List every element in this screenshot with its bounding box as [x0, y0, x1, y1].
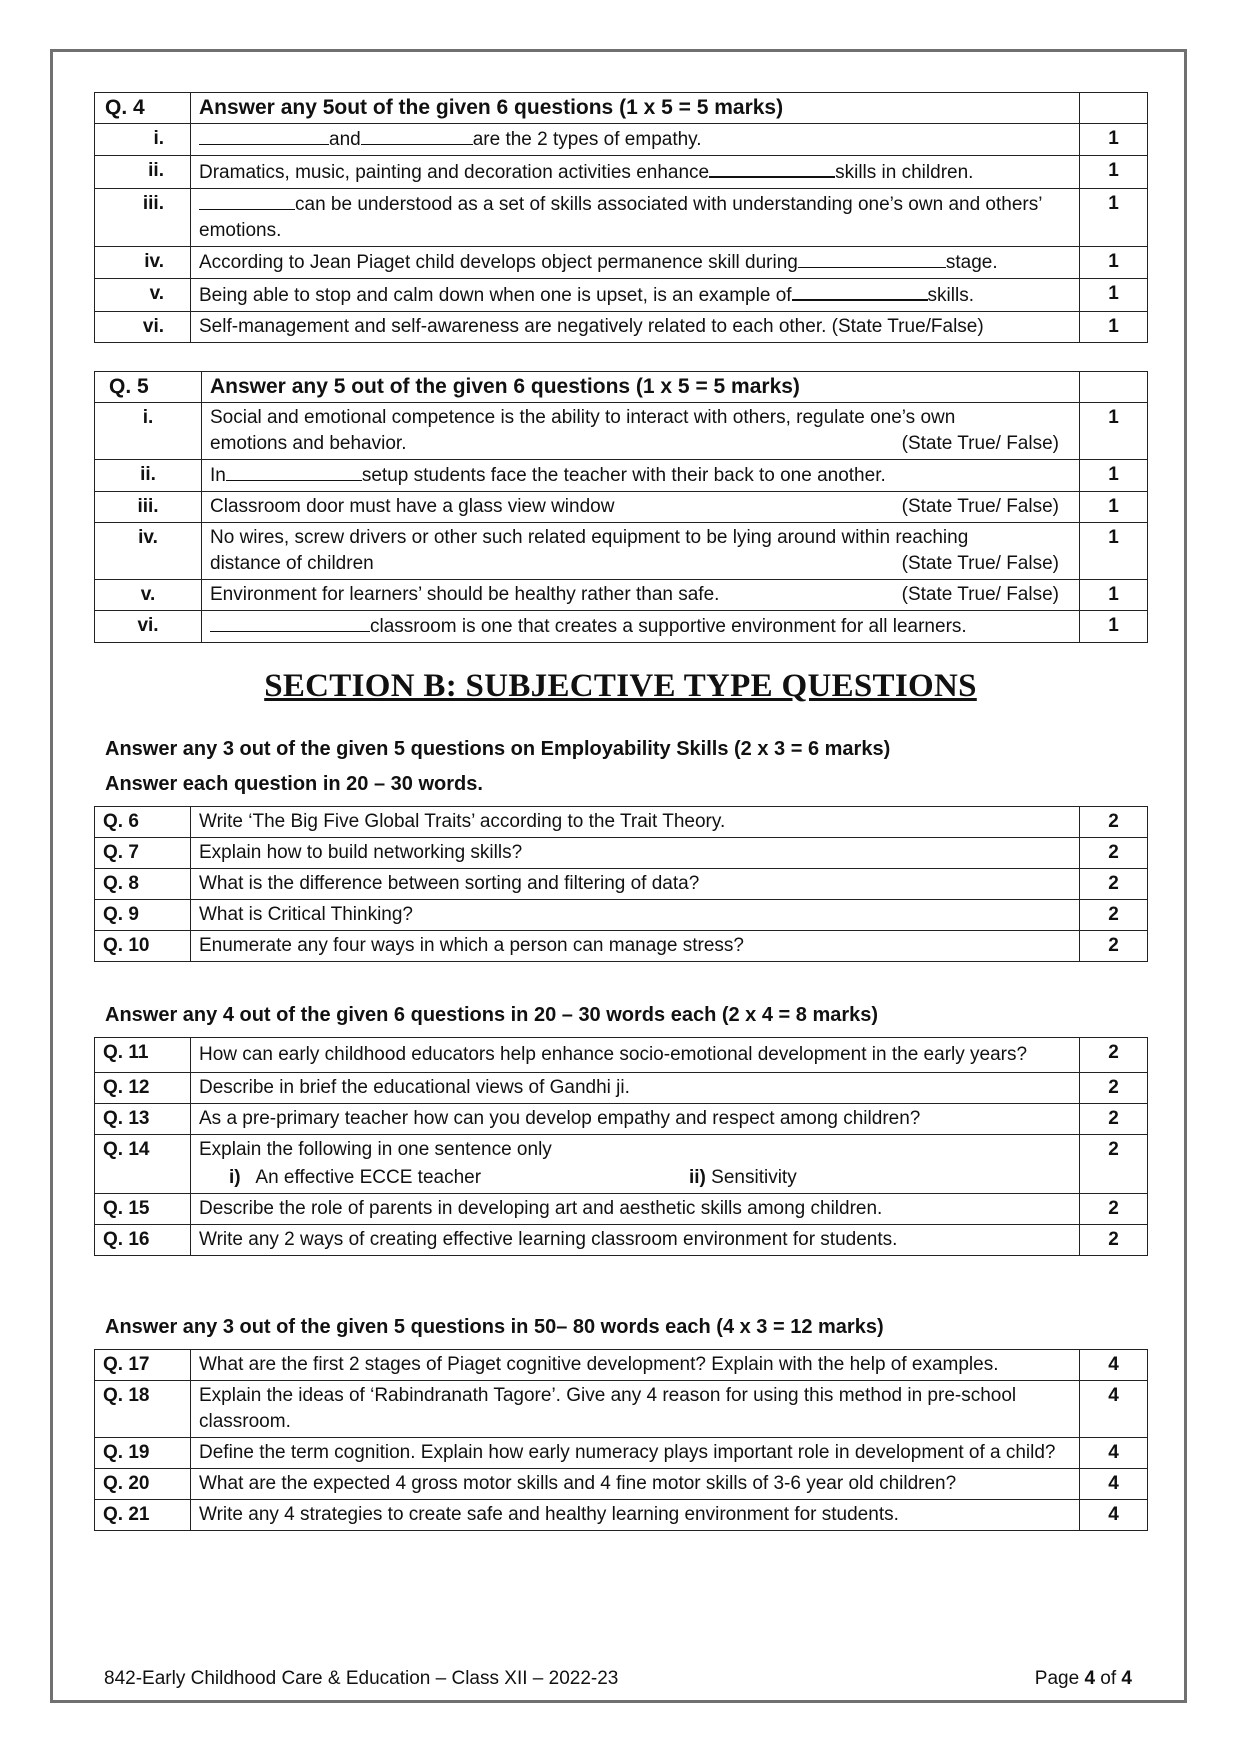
employability-heading: Answer any 3 out of the given 5 questions on Employability Skills (2 x 3 = 6 marks)	[105, 738, 891, 760]
employability-table	[94, 806, 1148, 962]
table-row: Q. 11 How can early childhood educators help enhance socio-emotional development in the early years? 2	[95, 1038, 1148, 1073]
answer-blank	[792, 281, 928, 301]
answer-blank	[798, 249, 946, 268]
q5-row-iii: iii. Classroom door must have a glass view window (State True/ False) 1	[95, 492, 1148, 523]
long-answer-heading: Answer any 3 out of the given 5 questions in 50– 80 words each (4 x 3 = 12 marks)	[105, 1316, 884, 1338]
table-row: Q. 14 Explain the following in one sentence only i) An effective ECCE teacher ii) Sensitivity 2	[95, 1135, 1148, 1194]
q5-table	[94, 371, 1148, 643]
q4-instruction: Answer any 5out of the given 6 questions (1 x 5 = 5 marks)	[191, 93, 1080, 124]
q5-header-row	[95, 372, 1148, 403]
q4-row-vi: vi. Self-management and self-awareness are negatively related to each other. (State True/False) 1	[95, 312, 1148, 343]
q4-number: Q. 4	[95, 93, 191, 124]
q5-row-ii: ii. In setup students face the teacher with their back to one another. 1	[95, 460, 1148, 492]
table-row: Q. 12 Describe in brief the educational views of Gandhi ji. 2	[95, 1073, 1148, 1104]
q5-row-i: i. Social and emotional competence is the ability to interact with others, regulate one’s own emotions and behavior. (State True/ False) 1	[95, 403, 1148, 460]
q4-header-row	[95, 93, 1148, 124]
q5-number: Q. 5	[95, 372, 202, 403]
footer-page-number: Page 4 of 4	[1034, 1668, 1132, 1689]
short-answer-table	[94, 1037, 1148, 1256]
table-row: Q. 17 What are the first 2 stages of Piaget cognitive development? Explain with the help of examples. 4	[95, 1350, 1148, 1381]
answer-blank	[226, 462, 362, 481]
q4-row-iv: iv. According to Jean Piaget child develops object permanence skill during stage. 1	[95, 247, 1148, 279]
q4-row-i: i. and are the 2 types of empathy. 1	[95, 124, 1148, 156]
q4-row-v: v. Being able to stop and calm down when one is upset, is an example of skills. 1	[95, 279, 1148, 312]
answer-blank	[199, 191, 295, 210]
answer-blank	[709, 158, 835, 178]
table-row: Q. 10 Enumerate any four ways in which a person can manage stress? 2	[95, 931, 1148, 962]
table-row: Q. 13 As a pre-primary teacher how can you develop empathy and respect among children? 2	[95, 1104, 1148, 1135]
answer-blank	[361, 126, 473, 145]
q4-row-ii: ii. Dramatics, music, painting and decoration activities enhance skills in children. 1	[95, 156, 1148, 189]
section-b-title: SECTION B: SUBJECTIVE TYPE QUESTIONS	[264, 668, 977, 704]
footer-course: 842-Early Childhood Care & Education – Class XII – 2022-23	[104, 1668, 619, 1689]
employability-word-limit: Answer each question in 20 – 30 words.	[105, 773, 483, 795]
q5-row-vi: vi. classroom is one that creates a supportive environment for all learners. 1	[95, 611, 1148, 643]
table-row: Q. 21 Write any 4 strategies to create safe and healthy learning environment for students. 4	[95, 1500, 1148, 1531]
table-row: Q. 6 Write ‘The Big Five Global Traits’ according to the Trait Theory. 2	[95, 807, 1148, 838]
answer-blank	[210, 613, 370, 632]
table-row: Q. 16 Write any 2 ways of creating effective learning classroom environment for students. 2	[95, 1225, 1148, 1256]
table-row: Q. 8 What is the difference between sorting and filtering of data? 2	[95, 869, 1148, 900]
q4-row-iii: iii. can be understood as a set of skills associated with understanding one’s own and others’ emotions. 1	[95, 189, 1148, 247]
table-row: Q. 20 What are the expected 4 gross motor skills and 4 fine motor skills of 3-6 year old children? 4	[95, 1469, 1148, 1500]
table-row: Q. 15 Describe the role of parents in developing art and aesthetic skills among children. 2	[95, 1194, 1148, 1225]
table-row: Q. 19 Define the term cognition. Explain how early numeracy plays important role in development of a child? 4	[95, 1438, 1148, 1469]
q5-row-iv: iv. No wires, screw drivers or other such related equipment to be lying around within reaching distance of children (State True/ False) 1	[95, 523, 1148, 580]
q5-instruction: Answer any 5 out of the given 6 questions (1 x 5 = 5 marks)	[202, 372, 1080, 403]
table-row: Q. 9 What is Critical Thinking? 2	[95, 900, 1148, 931]
q5-row-v: v. Environment for learners’ should be healthy rather than safe. (State True/ False) 1	[95, 580, 1148, 611]
short-answer-heading: Answer any 4 out of the given 6 questions in 20 – 30 words each (2 x 4 = 8 marks)	[105, 1004, 879, 1026]
q4-table	[94, 92, 1148, 343]
table-row: Q. 7 Explain how to build networking skills? 2	[95, 838, 1148, 869]
answer-blank	[199, 126, 329, 145]
long-answer-table	[94, 1349, 1148, 1531]
table-row: Q. 18 Explain the ideas of ‘Rabindranath Tagore’. Give any 4 reason for using this method in pre-school classroom. 4	[95, 1381, 1148, 1438]
